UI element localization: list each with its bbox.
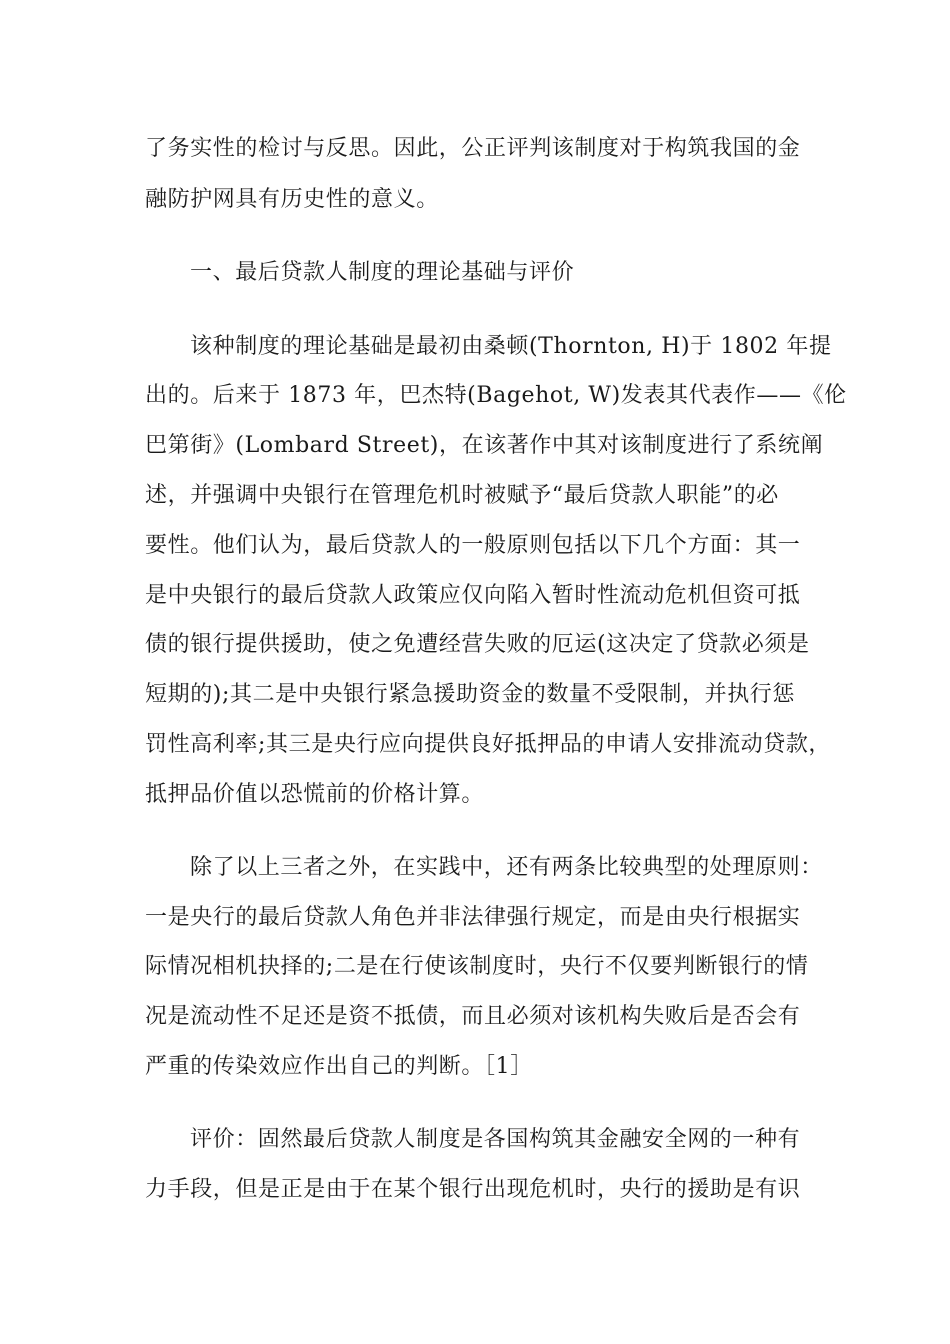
paragraph-theory-line-6: 是中央银行的最后贷款人政策应仅向陷入暂时性流动危机但资可抵: [145, 583, 801, 608]
paragraph-practice-line-1: 除了以上三者之外，在实践中，还有两条比较典型的处理原则：: [190, 855, 823, 880]
paragraph-theory-line-3: 巴第街》(Lombard Street)，在该著作中其对该制度进行了系统阐: [145, 433, 824, 458]
paragraph-intro-line-1: 了务实性的检讨与反思。因此，公正评判该制度对于构筑我国的金: [145, 136, 801, 161]
paragraph-theory-line-5: 要性。他们认为，最后贷款人的一般原则包括以下几个方面：其一: [145, 533, 801, 558]
paragraph-practice-line-2: 一是央行的最后贷款人角色并非法律强行规定，而是由央行根据实: [145, 905, 801, 930]
paragraph-intro-line-2: 融防护网具有历史性的意义。: [145, 187, 439, 212]
paragraph-theory-line-4: 述，并强调中央银行在管理危机时被赋予“最后贷款人职能”的必: [145, 483, 779, 508]
paragraph-theory-line-10: 抵押品价值以恐慌前的价格计算。: [145, 782, 485, 807]
paragraph-theory-line-7: 债的银行提供援助，使之免遭经营失败的厄运(这决定了贷款必须是: [145, 632, 810, 657]
paragraph-theory-line-2: 出的。后来于 1873 年，巴杰特(Bagehot, W)发表其代表作——《伦: [145, 383, 847, 408]
paragraph-evaluation-line-1: 评价：固然最后贷款人制度是各国构筑其金融安全网的一种有: [190, 1127, 801, 1152]
paragraph-practice-line-4: 况是流动性不足还是资不抵债，而且必须对该机构失败后是否会有: [145, 1004, 801, 1029]
section-heading: 一、最后贷款人制度的理论基础与评价: [190, 260, 575, 285]
paragraph-theory-line-8: 短期的);其二是中央银行紧急援助资金的数量不受限制，并执行惩: [145, 682, 795, 707]
paragraph-evaluation-line-2: 力手段，但是正是由于在某个银行出现危机时，央行的援助是有识: [145, 1177, 801, 1202]
paragraph-theory-line-1: 该种制度的理论基础是最初由桑顿(Thornton, H)于 1802 年提: [190, 334, 832, 359]
paragraph-practice-line-5: 严重的传染效应作出自己的判断。［1］: [145, 1054, 533, 1079]
paragraph-theory-line-9: 罚性高利率;其三是央行应向提供良好抵押品的申请人安排流动贷款，: [145, 732, 832, 757]
paragraph-practice-line-3: 际情况相机抉择的;二是在行使该制度时，央行不仅要判断银行的情: [145, 954, 809, 979]
